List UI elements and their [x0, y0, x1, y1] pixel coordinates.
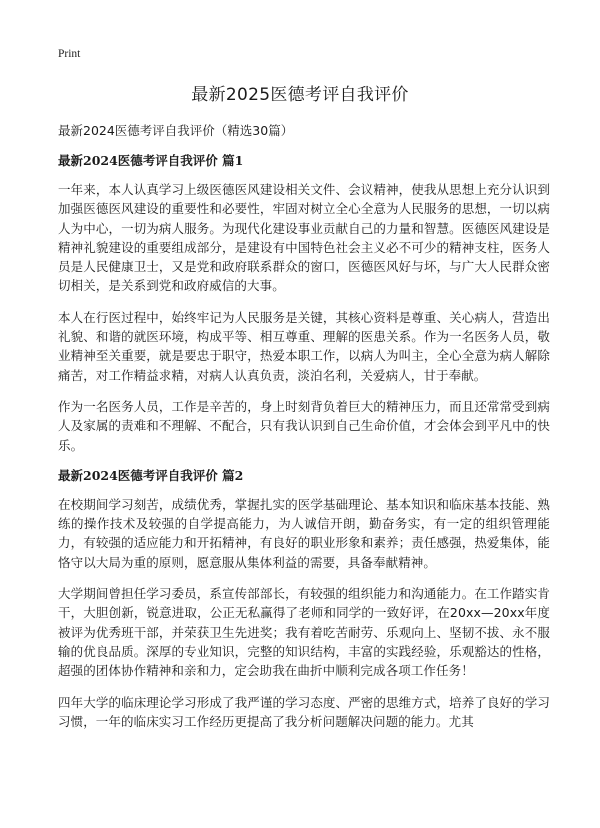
article-body	[58, 142, 550, 743]
paragraph: 本人在行医过程中，始终牢记为人民服务是关键，其核心资料是尊重、关心病人，营造出礼貌、和谐的就医环境，构成平等、相互尊重、理解的医患关系。作为一名医务人员，敬业精神至关重要，就是要忠于职守，热爱本职工作，以病人为叫主，全心全意为病人解除痛苦，对工作精益求精，对病人认真负责，淡泊名利，关爱病人，甘于奉献。	[58, 309, 550, 383]
paragraph: 在校期间学习刻苦，成绩优秀，掌握扎实的医学基础理论、基本知识和临床基本技能、熟练的操作技术及较强的自学提高能力，为人诚信开朗，勤奋务实，有一定的组织管理能力，有较强的适应能力和开拓精神，有良好的职业形象和素养；责任感强，热爱集体，能恪守以大局为重的原则，愿意服从集体利益的需要，具备奉献精神。	[58, 496, 550, 570]
document-subtitle: 最新2024医德考评自我评价（精选30篇）	[58, 123, 294, 138]
section-heading: 最新2024医德考评自我评价 篇2	[58, 467, 244, 483]
paragraph: 作为一名医务人员，工作是辛苦的，身上时刻背负着巨大的精神压力，而且还常常受到病人及家属的责难和不理解、不配合，只有我认识到自己生命价值，才会体会到平凡中的快乐。	[58, 398, 550, 453]
section-1	[58, 152, 550, 455]
paragraph: 大学期间曾担任学习委员，系宣传部部长，有较强的组织能力和沟通能力。在工作踏实肯干，大胆创新，锐意进取，公正无私赢得了老师和同学的一致好评，在20xx—20xx年度被评为优秀班干部，并荣获卫生先进奖；我有着吃苦耐劳、乐观向上、坚韧不拔、永不服输的优良品质。深厚的专业知识，完整的知识结构，丰富的实践经验，乐观豁达的性格，超强的团体协作精神和亲和力，定会助我在曲折中顺利完成各项工作任务！	[58, 586, 550, 679]
print-link[interactable]: Print	[58, 48, 81, 60]
paragraph: 一年来，本人认真学习上级医德医风建设相关文件、会议精神，使我从思想上充分认识到加强医德医风建设的重要性和必要性，牢固对树立全心全意为人民服务的思想，一切以病人为中心，一切为病人服务。为现代化建设事业贡献自己的力量和智慧。医德医风建设是精神礼貌建设的重要组成部分，是建设有中国特色社会主义必不可少的精神支柱，医务人员是人民健康卫士，又是党和政府联系群众的窗口，医德医风好与坏，与广大人民群众密切相关，是关系到党和政府威信的大事。	[58, 182, 550, 294]
paragraph: 四年大学的临床理论学习形成了我严谨的学习态度、严密的思维方式，培养了良好的学习习惯，一年的临床实习工作经历更提高了我分析问题解决问题的能力。尤其	[58, 694, 550, 729]
section-2	[58, 467, 550, 731]
section-heading: 最新2024医德考评自我评价 篇1	[58, 153, 244, 168]
page-title: 最新2025医德考评自我评价	[191, 85, 409, 105]
